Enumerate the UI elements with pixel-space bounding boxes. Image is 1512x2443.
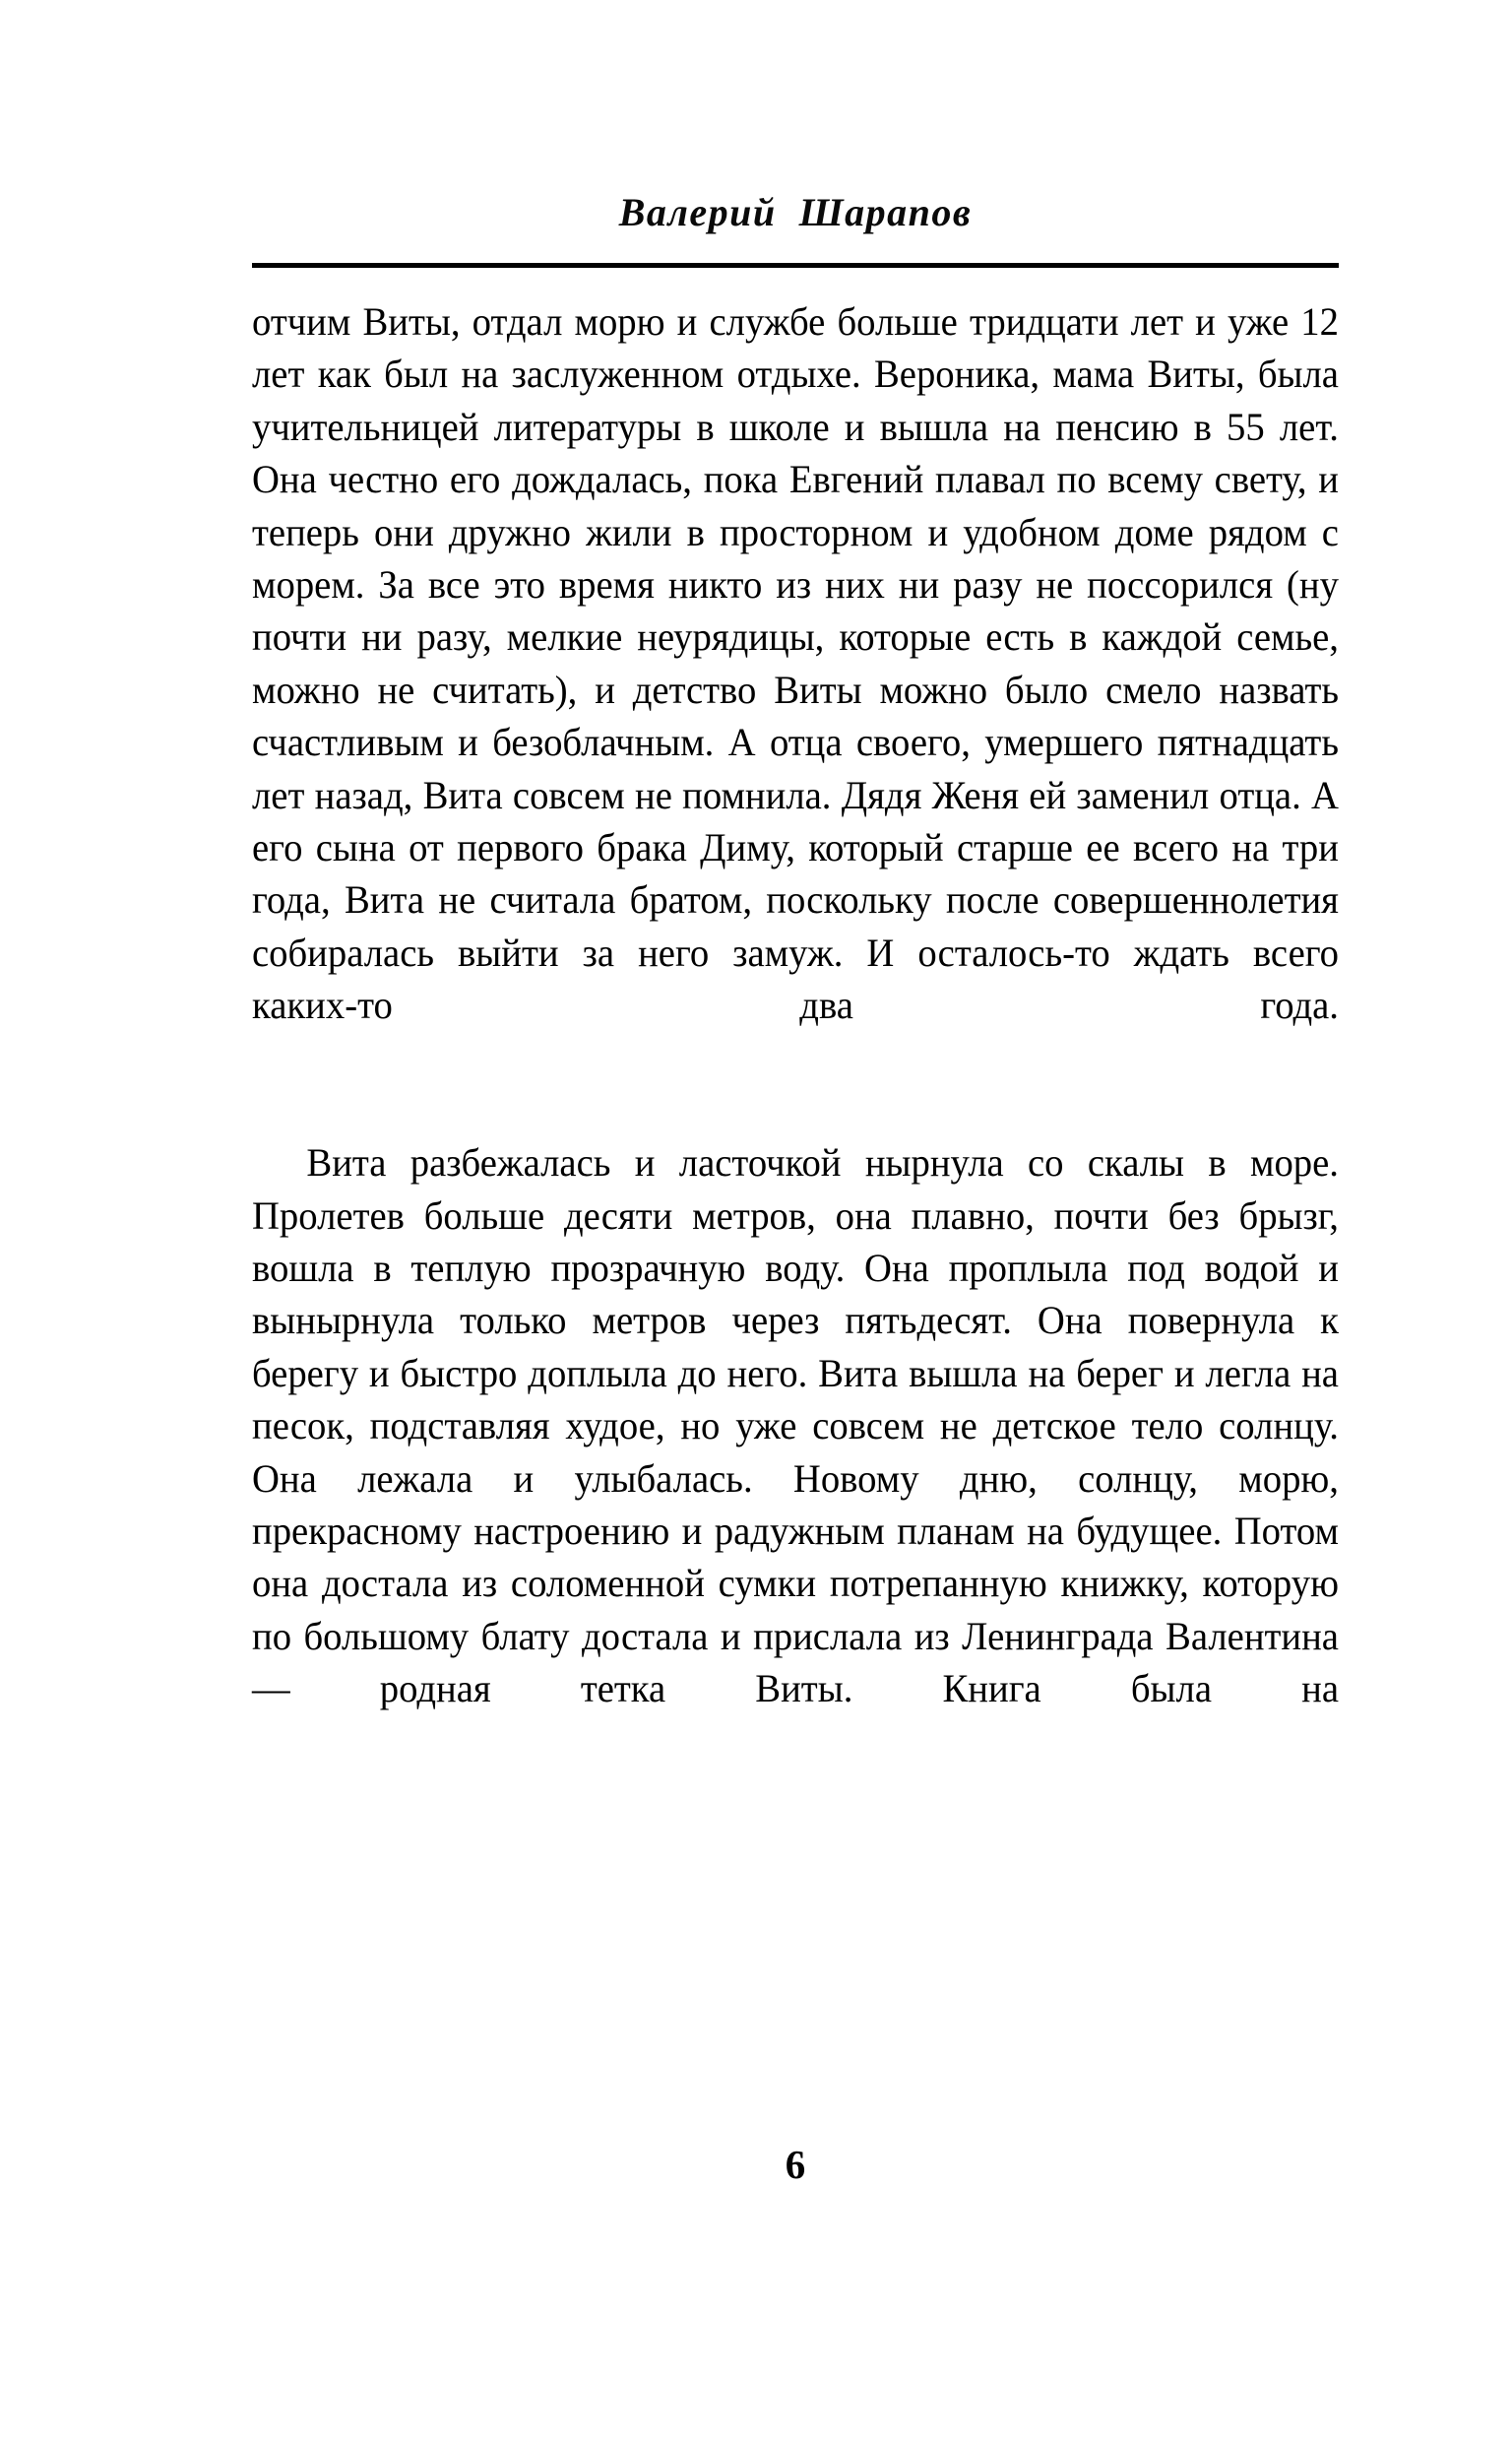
paragraph-vita-dive-text: Вита разбежалась и ласточкой нырнула со скалы в море. Пролетев больше десяти метров, она плавно, почти без брызг, вошла в теплую прозрачную воду. Она проплыла под водой и вынырнула только метров через пятьдесят. Она повернула к берегу и быстро доплыла до него. Вита вышла на берег и легла на песок, подставляя худое, но уже совсем не детское тело солнцу. Она лежала и улыбалась. Новому дню, солнцу, морю, прекрасному настроению и радужным планам на будущее. Потом она достала из соломенной сумки потрепанную книжку, которую по большому блату достала и прислала из Ленинграда Валентина — родная тетка Виты. Книга была на <box>252 1140 1339 1711</box>
running-head <box>252 190 1339 234</box>
paragraph-vita-dive <box>252 1136 1339 1768</box>
paragraph-continued: отчим Виты, отдал морю и службе больше тридцати лет и уже 12 лет как был на заслуженном отдыхе. Вероника, мама Виты, была учительницей литературы в школе и вышла на пенсию в 55 лет. Она честно его дождалась, пока Евгений плавал по всему свету, и теперь они дружно жили в просторном и удобном доме рядом с морем. За все это время никто из них ни разу не поссорился (ну почти ни разу, мелкие неурядицы, которые есть в каждой семье, можно не считать), и детство Виты можно было смело назвать счастливым и безоблачным. А отца своего, умершего пятнадцать лет назад, Вита совсем не помнила. Дядя Женя ей заменил отца. А его сына от первого брака Диму, который старше ее всего на три года, Вита не считала братом, поскольку после совершеннолетия собиралась выйти за него замуж. И осталось-то ждать всего каких-то два года. <box>252 299 1339 1028</box>
page-content-frame <box>252 0 1339 2443</box>
page-number: 6 <box>785 2142 806 2187</box>
running-head-author: Валерий Шарапов <box>618 190 973 234</box>
folio <box>252 2142 1339 2187</box>
running-head-rule <box>252 263 1339 268</box>
body-text-block <box>252 295 1339 1768</box>
